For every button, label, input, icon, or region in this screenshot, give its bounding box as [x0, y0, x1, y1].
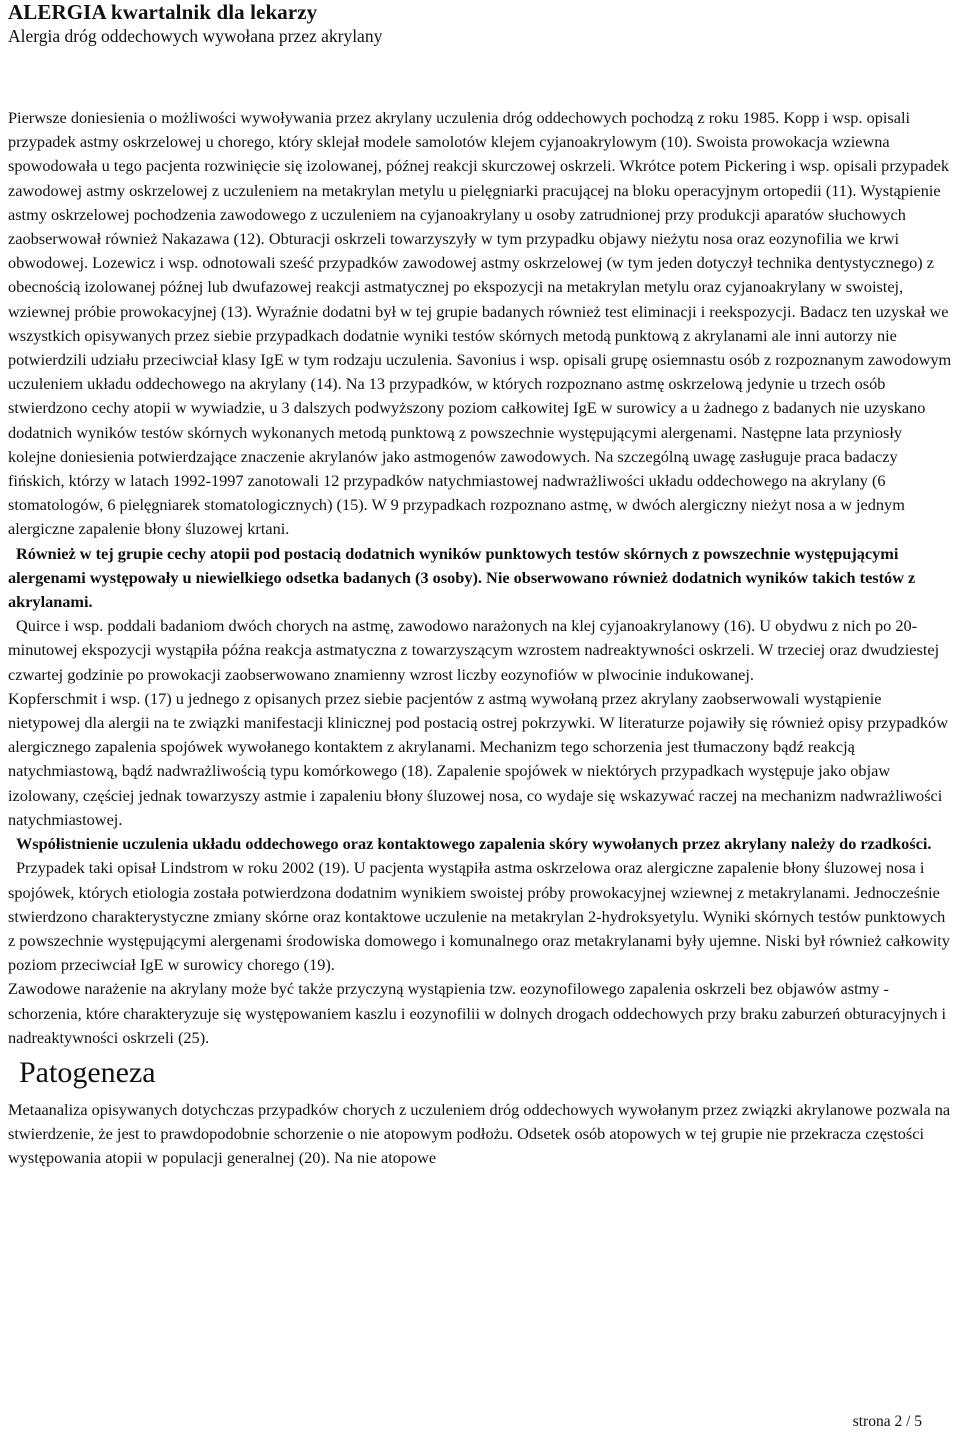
- paragraph-lindstrom: Przypadek taki opisał Lindstrom w roku 2002 (19). U pacjenta wystąpiła astma oskrzelowa oraz alergiczne zapalenie błony śluzowej nosa i spojówek, których etiologia została potwierdzona dodatnim wynikiem swoistej próby prowokacyjnej wziewnej z metakrylanami. Jednocześnie stwierdzono charakterystyczne zmiany skórne oraz kontaktowe uczulenie na metakrylan 2-hydroksyetylu. Wyniki skórnych testów punktowych z powszechnie występującymi alergenami środowiska domowego i komunalnego oraz metakrylanami były ujemne. Niski był również całkowity poziom przeciwciał IgE w surowicy chorego (19).: [8, 858, 950, 975]
- journal-title: ALERGIA kwartalnik dla lekarzy: [8, 0, 318, 24]
- paragraph-coexistence: Współistnienie uczulenia układu oddechowego oraz kontaktowego zapalenia skóry wywołanych przez akrylany należy do rzadkości.: [16, 834, 932, 854]
- paragraph-pathogenesis: Metaanaliza opisywanych dotychczas przypadków chorych z uczuleniem dróg oddechowych wywołanym przez związki akrylanowe pozwala na stwierdzenie, że jest to prawdopodobnie schorzenie o nie atopowym podłożu. Odsetek osób atopowych w tej grupie nie przekracza częstości występowania atopii w populacji generalnej (20). Na nie atopowe: [8, 1099, 951, 1168]
- paragraph-atopy-note: Również w tej grupie cechy atopii pod postacią dodatnich wyników punktowych testów skórnych z powszechnie występującymi alergenami występowały u niewielkiego odsetka badanych (3 osoby). Nie obserwowano również dodatnich wyników takich testów z akrylanami.: [8, 543, 916, 612]
- page-number: strona 2 / 5: [852, 1413, 922, 1430]
- article-title: Alergia dróg oddechowych wywołana przez akrylany: [8, 26, 383, 46]
- paragraph-history: Pierwsze doniesienia o możliwości wywoływania przez akrylany uczulenia dróg oddechowych pochodzą z roku 1985. Kopp i wsp. opisali przypadek astmy oskrzelowej u chorego, który sklejał modele samolotów klejem cyjanoakrylowym (10). Swoista prowokacja wziewna spowodowała u tego pacjenta rozwinięcie się izolowanej, późnej reakcji skurczowej oskrzeli. Wkrótce potem Pickering i wsp. opisali przypadek zawodowej astmy oskrzelowej z uczuleniem na metakrylan metylu u pielęgniarki pracującej na bloku operacyjnym ortopedii (11). Wystąpienie astmy oskrzelowej pochodzenia zawodowego z uczuleniem na cyjanoakrylany u osoby zatrudnionej przy produkcji aparatów słuchowych zaobserwował również Nakazawa (12). Obturacji oskrzeli towarzyszyły w tym przypadku objawy nieżytu nosa oraz eozynofilia we krwi obwodowej. Lozewicz i wsp. odnotowali sześć przypadków zawodowej astmy oskrzelowej (w tym jeden dotyczył technika dentystycznego) z obecnością izolowanej późnej lub dwufazowej reakcji astmatycznej po ekspozycji na metakrylan metylu oraz cyjanoakrylany w swoistej, wziewnej próbie prowokacyjnej (13). Wyraźnie dodatni był w tej grupie badanych również test eliminacji i reekspozycji. Badacz ten uzyskał we wszystkich opisywanych przez siebie przypadkach dodatnie wyniki testów skórnych metodą punktową z akrylanami ale inni autorzy nie potwierdzili udziału przeciwciał klasy IgE w tym rodzaju uczulenia. Savonius i wsp. opisali grupę osiemnastu osób z rozpoznanym zawodowym uczuleniem układu oddechowego na akrylany (14). Na 13 przypadków, w których rozpoznano astmę oskrzelową jedynie u trzech osób stwierdzono cechy atopii w wywiadzie, u 3 dalszych podwyższony poziom całkowitej IgE w surowicy a u żadnego z badanych nie uzyskano dodatnich wyników testów skórnych wykonanych metodą punktową z powszechnie występującymi alergenami. Następne lata przyniosły kolejne doniesienia potwierdzające znaczenie akrylanów jako astmogenów zawodowych. Na szczególną uwagę zasługuje praca badaczy fińskich, którzy w latach 1992-1997 zanotowali 12 przypadków natychmiastowej nadwrażliwości układu oddechowego na akrylany (6 stomatologów, 6 pielęgniarek stomatologicznych) (15). W 9 przypadkach rozpoznano astmę, w dwóch alergiczny nieżyt nosa a w jednym alergiczne zapalenie błony śluzowej krtani.: [8, 108, 952, 539]
- paragraph-quirce: Quirce i wsp. poddali badaniom dwóch chorych na astmę, zawodowo narażonych na klej cyjanoakrylanowy (16). U obydwu z nich po 20-minutowej ekspozycji wystąpiła późna reakcja astmatyczna z towarzyszącym wzrostem nadreaktywności oskrzeli. W trzeciej oraz dwudziestej czwartej godzinie po prowokacji zaobserwowano znamienny wzrost liczby eozynofiów w plwocinie indukowanej.: [8, 616, 940, 684]
- section-heading: Patogeneza: [19, 1055, 156, 1089]
- paragraph-kopferschmit: Kopferschmit i wsp. (17) u jednego z opisanych przez siebie pacjentów z astmą wywołaną przez akrylany zaobserwowali wystąpienie nietypowej dla alergii na te związki manifestacji klinicznej pod postacią ostrej pokrzywki. W literaturze pojawiły się również opisy przypadków alergicznego zapalenia spojówek wywołanego kontaktem z akrylanami. Mechanizm tego schorzenia jest tłumaczony bądź reakcją natychmiastową, bądź nadwrażliwością typu komórkowego (18). Zapalenie spojówek w niektórych przypadkach występuje jako objaw izolowany, częściej jednak towarzyszy astmie i zapaleniu błony śluzowej nosa, co wydaje się wskazywać raczej na mechanizm nadwrażliwości natychmiastowej.: [8, 688, 948, 829]
- article-body: [8, 106, 954, 1171]
- page-header: [8, 0, 382, 47]
- paragraph-eosinophilic-bronchitis: Zawodowe narażenie na akrylany może być także przyczyną wystąpienia tzw. eozynofilowego zapalenia oskrzeli bez objawów astmy - schorzenia, które charakteryzuje się występowaniem kaszlu i eozynofilii w dolnych drogach oddechowych przy braku zaburzeń obturacyjnych i nadreaktywności oskrzeli (25).: [8, 979, 947, 1047]
